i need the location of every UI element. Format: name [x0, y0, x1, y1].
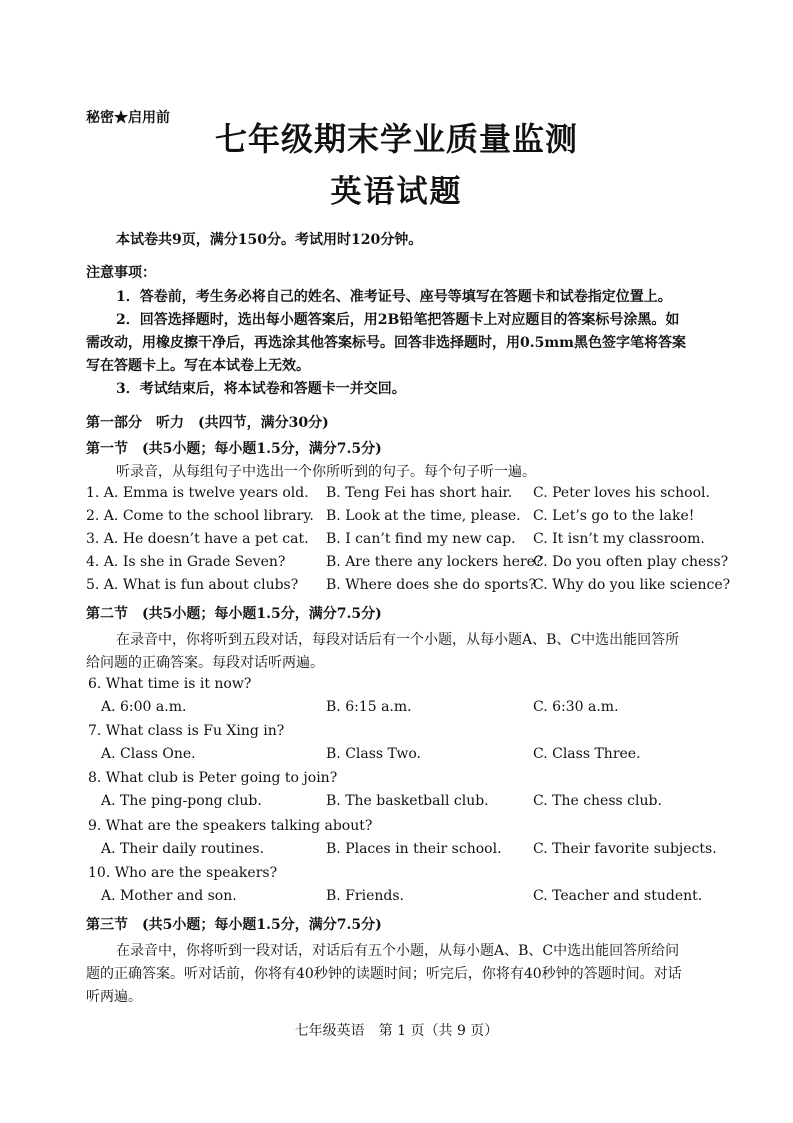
option-c: C. Why do you like science? — [533, 577, 731, 593]
option-a: 2. A. Come to the school library. — [86, 508, 314, 524]
option-b: B. Teng Fei has short hair. — [326, 485, 513, 501]
option-a: A. Class One. — [101, 746, 196, 762]
note-2-line-3: 写在答题卡上。写在本试卷上无效。 — [86, 358, 310, 374]
question-text: 7. What class is Fu Xing in? — [88, 723, 285, 739]
option-b: B. Are there any lockers here? — [326, 554, 543, 570]
option-b: B. I can’t find my new cap. — [326, 531, 516, 547]
section-1-heading: 第一节 (共5小题；每小题1.5分，满分7.5分) — [86, 441, 382, 457]
section-2-instruction-line-2: 给问题的正确答案。每段对话听两遍。 — [86, 655, 324, 671]
section-3-instruction-line-1: 在录音中，你将听到一段对话，对话后有五个小题，从每小题A、B、C中选出能回答所给问 — [116, 943, 680, 959]
option-c: C. Let’s go to the lake! — [533, 508, 695, 524]
option-a: 1. A. Emma is twelve years old. — [86, 485, 309, 501]
option-a: A. Mother and son. — [101, 888, 237, 904]
question-text: 8. What club is Peter going to join? — [88, 770, 338, 786]
option-b: B. Where does she do sports? — [326, 577, 536, 593]
part-1-heading: 第一部分 听力 (共四节，满分30分) — [86, 415, 329, 431]
page-footer: 七年级英语 第 1 页（共 9 页） — [294, 1023, 499, 1039]
section-3-instruction-line-2: 题的正确答案。听对话前，你将有40秒钟的读题时间；听完后，你将有40秒钟的答题时间。对话 — [86, 966, 682, 982]
section-1-instruction: 听录音，从每组句子中选出一个你所听到的句子。每个句子听一遍。 — [116, 464, 536, 480]
section-3-instruction-line-3: 听两遍。 — [86, 989, 142, 1005]
option-c: C. Peter loves his school. — [533, 485, 710, 501]
option-c: C. 6:30 a.m. — [533, 699, 619, 715]
option-c: C. Teacher and student. — [533, 888, 703, 904]
exam-subtitle: 英语试题 — [330, 174, 463, 210]
option-c: C. It isn’t my classroom. — [533, 531, 705, 547]
confidential-label: 秘密★启用前 — [86, 110, 170, 126]
note-2-line-1: 2．回答选择题时，选出每小题答案后，用2B铅笔把答题卡上对应题目的答案标号涂黑。如 — [116, 312, 680, 328]
option-a: 5. A. What is fun about clubs? — [86, 577, 299, 593]
section-2-heading: 第二节 (共5小题；每小题1.5分，满分7.5分) — [86, 606, 382, 622]
notes-heading: 注意事项： — [86, 265, 156, 281]
option-a: 3. A. He doesn’t have a pet cat. — [86, 531, 309, 547]
option-c: C. Class Three. — [533, 746, 641, 762]
section-2-instruction-line-1: 在录音中，你将听到五段对话，每段对话后有一个小题，从每小题A、B、C中选出能回答所 — [116, 632, 680, 648]
option-c: C. Do you often play chess? — [533, 554, 729, 570]
option-b: B. 6:15 a.m. — [326, 699, 412, 715]
option-b: B. The basketball club. — [326, 793, 489, 809]
exam-title: 七年级期末学业质量监测 — [214, 120, 578, 158]
question-text: 9. What are the speakers talking about? — [88, 818, 373, 834]
option-c: C. The chess club. — [533, 793, 662, 809]
exam-intro: 本试卷共9页，满分150分。考试用时120分钟。 — [116, 232, 423, 248]
option-b: B. Places in their school. — [326, 841, 502, 857]
option-a: A. The ping-pong club. — [101, 793, 262, 809]
option-a: A. Their daily routines. — [101, 841, 265, 857]
option-c: C. Their favorite subjects. — [533, 841, 717, 857]
option-a: A. 6:00 a.m. — [101, 699, 187, 715]
option-a: 4. A. Is she in Grade Seven? — [86, 554, 286, 570]
section-3-heading: 第三节 (共5小题；每小题1.5分，满分7.5分) — [86, 917, 382, 933]
note-2-line-2: 需改动，用橡皮擦干净后，再选涂其他答案标号。回答非选择题时，用0.5mm黑色签字笔将答案 — [86, 335, 686, 351]
question-text: 10. Who are the speakers? — [88, 865, 278, 881]
option-b: B. Class Two. — [326, 746, 421, 762]
option-b: B. Friends. — [326, 888, 404, 904]
option-b: B. Look at the time, please. — [326, 508, 521, 524]
note-3: 3．考试结束后，将本试卷和答题卡一并交回。 — [116, 381, 406, 397]
question-text: 6. What time is it now? — [88, 676, 252, 692]
note-1: 1．答卷前，考生务必将自己的姓名、准考证号、座号等填写在答题卡和试卷指定位置上。 — [116, 289, 672, 305]
